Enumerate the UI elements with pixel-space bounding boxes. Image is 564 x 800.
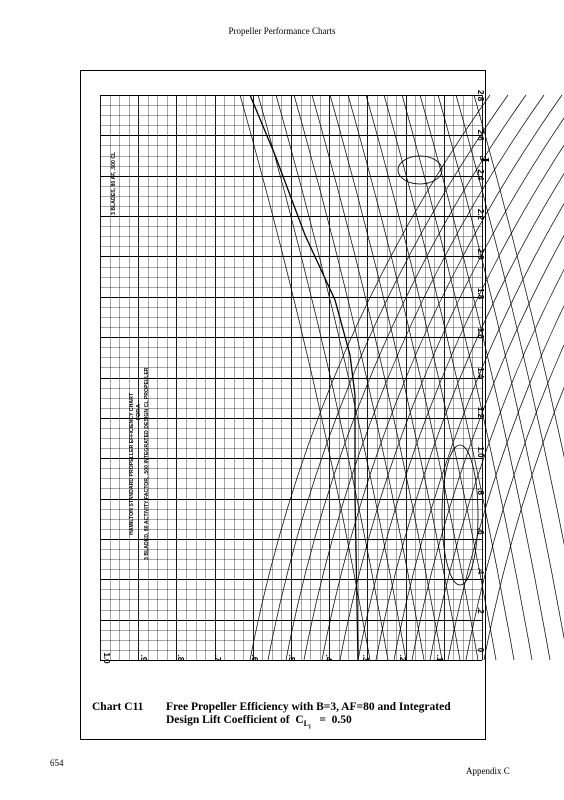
cp-axis-tick: .8 bbox=[176, 654, 185, 662]
page-number: 654 bbox=[50, 758, 64, 768]
running-title: Propeller Performance Charts bbox=[228, 26, 336, 36]
appendix-label: Appendix C bbox=[466, 766, 510, 776]
j-axis-tick: 2.0 bbox=[476, 248, 485, 260]
j-axis-tick: 1.0 bbox=[476, 446, 485, 458]
blade-angle-curve bbox=[456, 95, 564, 660]
j-axis-tick: 1.8 bbox=[476, 288, 485, 300]
j-axis-tick: 2.2 bbox=[476, 208, 485, 220]
cp-axis-tick: .9 bbox=[139, 654, 148, 662]
j-axis-label: J bbox=[476, 155, 491, 163]
blade-angle-curve bbox=[438, 95, 564, 660]
j-axis-tick: .2 bbox=[476, 607, 485, 614]
cp-axis-tick: .3 bbox=[361, 654, 370, 662]
cp-axis-tick: 1.0 bbox=[102, 652, 111, 664]
efficiency-curves bbox=[240, 95, 564, 660]
j-axis-tick: 2.8 bbox=[476, 90, 485, 102]
cp-axis-tick: .7 bbox=[213, 654, 222, 662]
chart-title-line2: FOR A bbox=[136, 404, 142, 420]
j-axis-tick: 1.6 bbox=[476, 327, 485, 339]
j-axis-tick: 1.2 bbox=[476, 406, 485, 418]
j-axis-tick: .8 bbox=[476, 488, 485, 495]
chart-title-line1: HAMILTON STANDARD PROPELLER EFFICIENCY CHART bbox=[129, 393, 135, 535]
j-axis-tick: 1.4 bbox=[476, 367, 485, 379]
caption-line-1: Free Propeller Efficiency with B=3, AF=80 and Integrated bbox=[166, 701, 451, 713]
j-axis-tick: .4 bbox=[476, 567, 485, 575]
j-axis-tick: 2.6 bbox=[476, 129, 485, 141]
caption-line-2 bbox=[166, 714, 352, 735]
cp-axis-tick: .6 bbox=[250, 654, 259, 662]
caption-sub-subscript: i bbox=[309, 724, 311, 731]
caption-number: Chart C11 bbox=[92, 701, 144, 713]
cp-axis-tick: .1 bbox=[435, 654, 444, 662]
efficiency-chart bbox=[100, 90, 491, 664]
blade-angle-curve bbox=[474, 95, 564, 660]
cp-axis-tick: .2 bbox=[398, 654, 407, 662]
cp-axis-tick: .4 bbox=[324, 654, 333, 662]
caption-prefix: Design Lift Coefficient of bbox=[166, 714, 290, 726]
j-axis-tick: .6 bbox=[476, 527, 485, 535]
chart-title-line3: 3 BLADED, 80 ACTIVITY FACTOR, .500 INTEGRATED DESIGN CL PROPELLER bbox=[144, 367, 150, 560]
chart-side-id: 3 BLADES, 80 AF, .500 CL bbox=[111, 151, 117, 215]
chart-side-title bbox=[111, 151, 150, 560]
j-axis-tick: 2.4 bbox=[476, 169, 485, 181]
caption-subscript: L bbox=[303, 719, 310, 729]
caption-value: 0.50 bbox=[331, 714, 352, 726]
cp-axis-tick: .5 bbox=[287, 654, 296, 662]
chart-envelope bbox=[250, 95, 358, 660]
j-axis-tick: 0 bbox=[476, 647, 485, 653]
caption-symbol: C bbox=[295, 714, 304, 726]
caption-equals: = bbox=[319, 714, 326, 726]
